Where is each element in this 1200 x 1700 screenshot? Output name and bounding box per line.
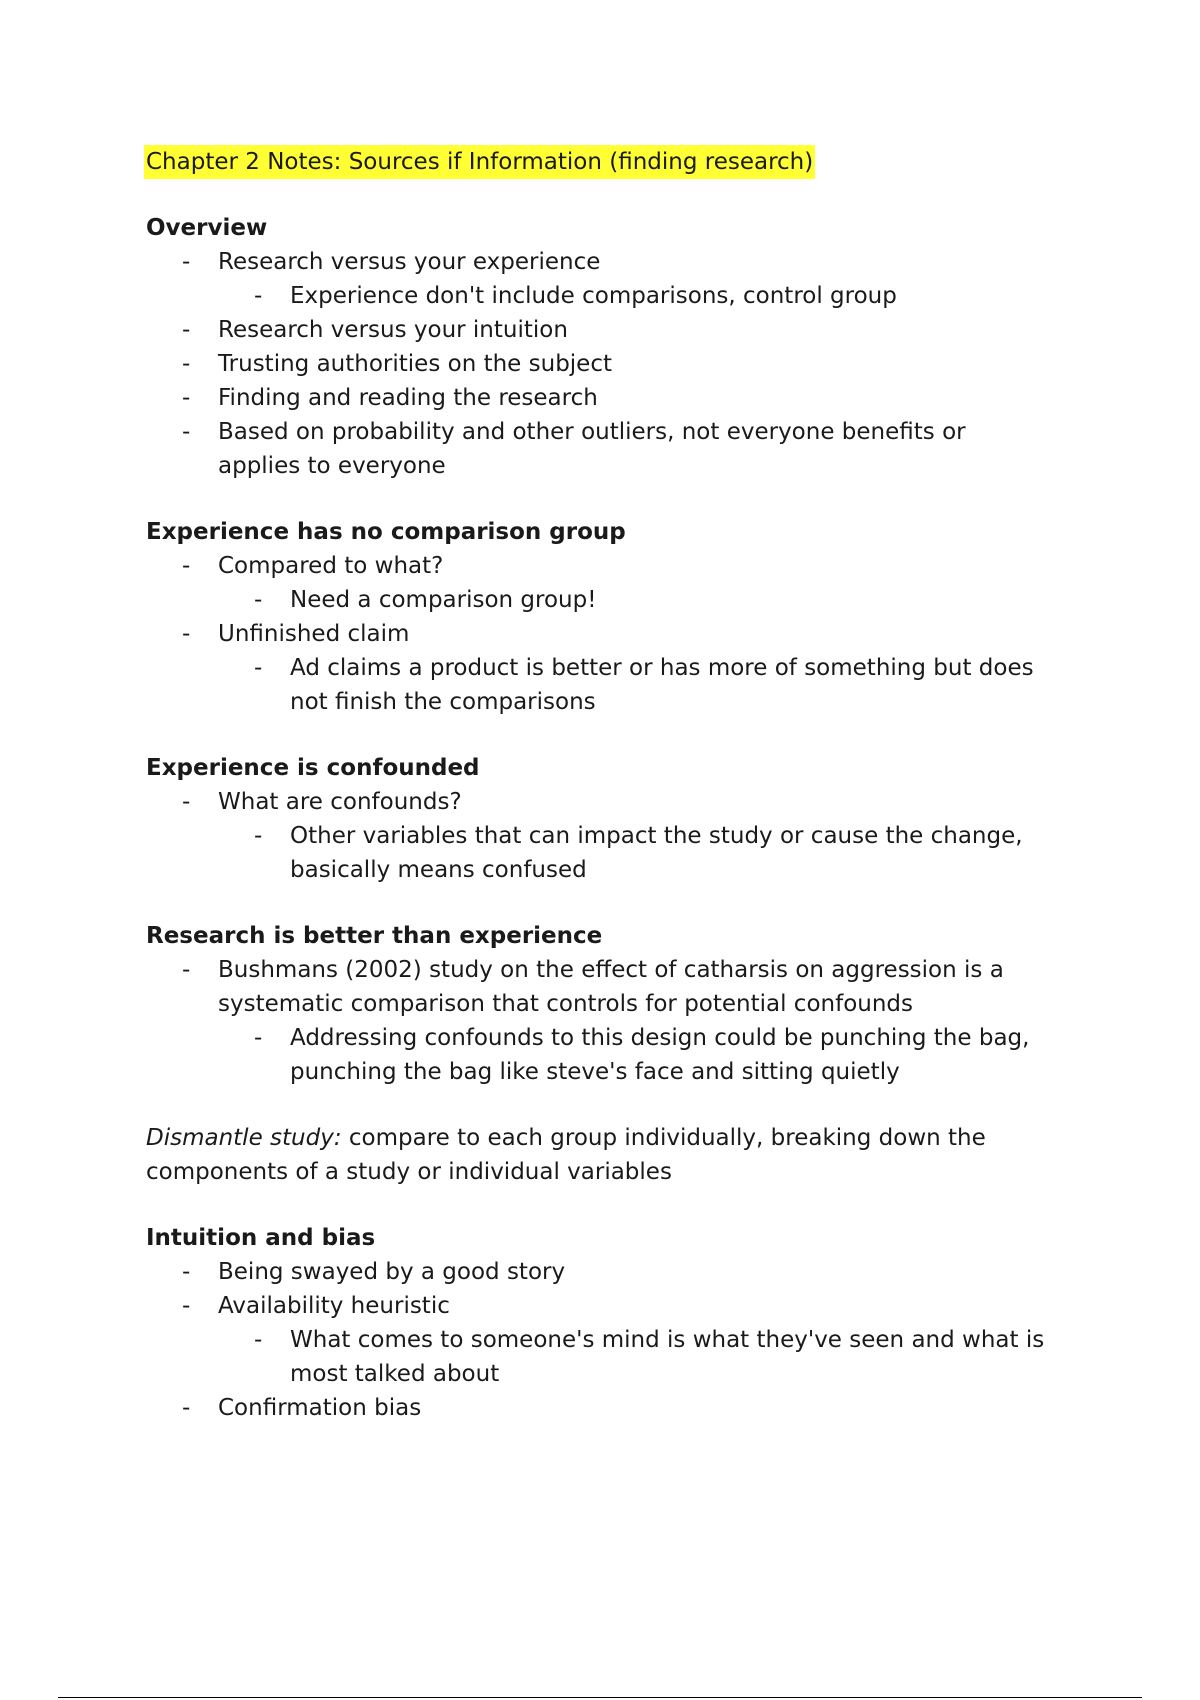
list-item-continuation: most talked about [290, 1361, 500, 1387]
list-item: - Trusting authorities on the subject [146, 347, 1106, 381]
list-item: - Other variables that can impact the study or cause the change, [146, 819, 1106, 853]
list-item-continuation: systematic comparison that controls for potential confounds [218, 991, 914, 1017]
list-item: - Based on probability and other outliers, not everyone benefits or [146, 415, 1106, 449]
bullet-dash: - [182, 1259, 191, 1285]
bullet-dash: - [254, 1327, 263, 1353]
bullet-dash: - [182, 957, 191, 983]
bullet-dash: - [182, 553, 191, 579]
bullet-dash: - [182, 317, 191, 343]
footer-divider [58, 1697, 1142, 1698]
list-item: - Being swayed by a good story [146, 1255, 1106, 1289]
list-item: - Compared to what? [146, 549, 1106, 583]
dismantle-paragraph-line2: components of a study or individual variables [146, 1159, 672, 1185]
list-item: - Research versus your intuition [146, 313, 1106, 347]
bullet-dash: - [254, 655, 263, 681]
list-item: - Addressing confounds to this design could be punching the bag, [146, 1021, 1106, 1055]
dismantle-term: Dismantle study: [146, 1125, 342, 1151]
bullet-dash: - [182, 351, 191, 377]
bullet-dash: - [182, 419, 191, 445]
no-comparison-list [146, 549, 1106, 719]
research-better-list [146, 953, 1106, 1089]
list-item: - Ad claims a product is better or has more of something but does [146, 651, 1106, 685]
section-heading-intuition: Intuition and bias [146, 1225, 376, 1251]
bullet-dash: - [254, 823, 263, 849]
bullet-dash: - [182, 249, 191, 275]
section-heading-research-better: Research is better than experience [146, 923, 603, 949]
overview-list [146, 245, 1106, 483]
list-item: - Availability heuristic [146, 1289, 1106, 1323]
section-heading-no-comparison: Experience has no comparison group [146, 519, 626, 545]
bullet-dash: - [182, 1395, 191, 1421]
page-title: Chapter 2 Notes: Sources if Information (finding research) [144, 145, 815, 179]
dismantle-paragraph: Dismantle study: compare to each group individually, breaking down the [146, 1125, 986, 1151]
list-item: - Experience don't include comparisons, control group [146, 279, 1106, 313]
list-item: - Bushmans (2002) study on the effect of catharsis on aggression is a [146, 953, 1106, 987]
list-item: - Confirmation bias [146, 1391, 1106, 1425]
bullet-dash: - [182, 621, 191, 647]
notes-page [146, 145, 1106, 1425]
list-item: - What comes to someone's mind is what they've seen and what is [146, 1323, 1106, 1357]
list-item: - Research versus your experience [146, 245, 1106, 279]
section-heading-confounded: Experience is confounded [146, 755, 480, 781]
list-item-continuation: basically means confused [290, 857, 587, 883]
list-item-continuation: not finish the comparisons [290, 689, 596, 715]
bullet-dash: - [182, 1293, 191, 1319]
bullet-dash: - [182, 385, 191, 411]
list-item: - What are confounds? [146, 785, 1106, 819]
bullet-dash: - [254, 587, 263, 613]
bullet-dash: - [182, 789, 191, 815]
list-item: - Need a comparison group! [146, 583, 1106, 617]
list-item-continuation: punching the bag like steve's face and sitting quietly [290, 1059, 900, 1085]
bullet-dash: - [254, 283, 263, 309]
confounded-list [146, 785, 1106, 887]
list-item: - Unfinished claim [146, 617, 1106, 651]
bullet-dash: - [254, 1025, 263, 1051]
list-item: - Finding and reading the research [146, 381, 1106, 415]
section-heading-overview: Overview [146, 215, 268, 241]
list-item-continuation: applies to everyone [218, 453, 446, 479]
intuition-list [146, 1255, 1106, 1425]
